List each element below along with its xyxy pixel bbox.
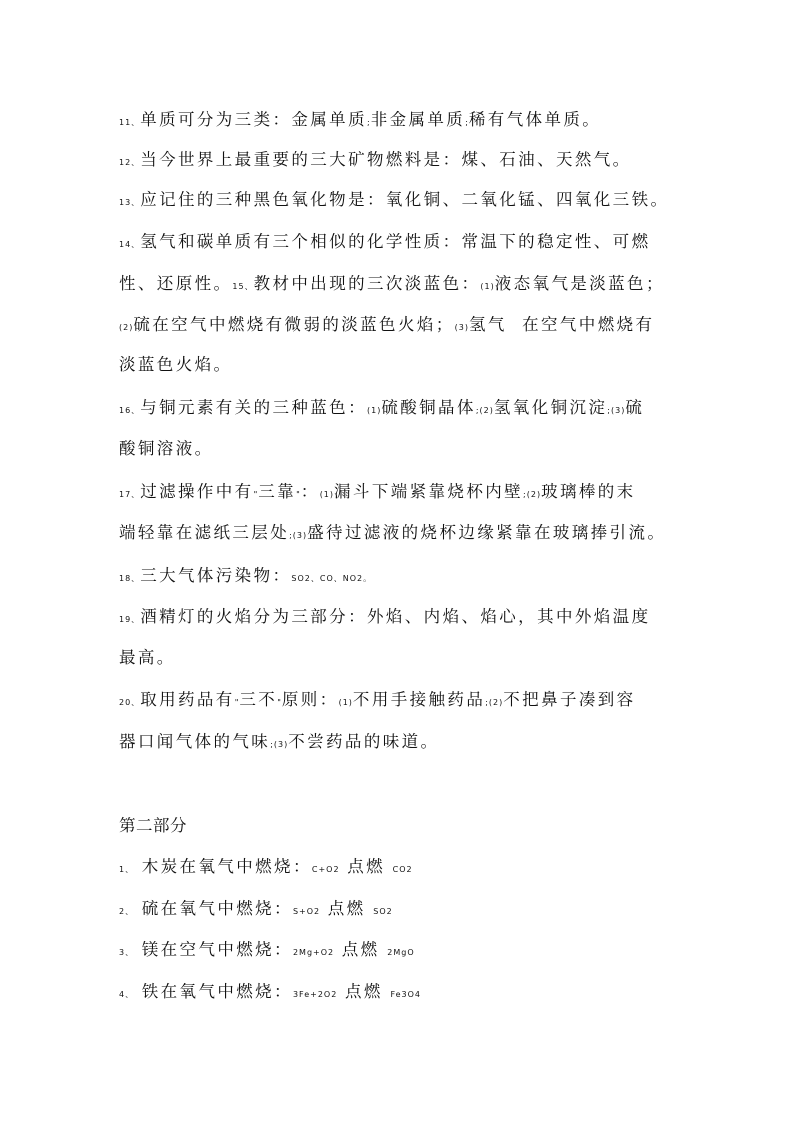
item-number: 13、 [119,198,141,207]
item-15-end [119,355,232,375]
item-text: 不尝药品的味道。 [288,732,440,751]
item-number: 14、 [119,240,141,249]
item-text: 取用药品有 [140,690,235,709]
formula: 2MgO [387,948,415,957]
item-number: 18、 [119,574,141,583]
sub-number: ;(2) [475,406,494,415]
item-text: 原则： [281,690,339,709]
item-text: 酸铜溶液。 [119,439,214,458]
item-16 [119,398,644,421]
item-19 [119,607,651,630]
item-text: 三大气体污染物： [140,566,292,585]
item-16-cont [119,439,214,459]
item-text: 氢气和碳单质有三个相似的化学性质：常温下的稳定性、可燃 [140,232,651,251]
reaction-3 [119,940,415,963]
item-text: 最高。 [119,648,176,667]
item-number: 20、 [119,698,141,707]
item-20-cont [119,732,439,755]
item-number: 17、 [119,490,141,499]
item-text: 端轻靠在滤纸三层处 [119,523,290,542]
item-text: 性、还原性。 [119,274,233,293]
item-text: 液态氧气是淡蓝色； [494,274,665,293]
item-text: 木炭在氧气中燃烧： [141,857,312,876]
item-number: 3、 [119,948,135,957]
condition-text: 点燃 [344,982,383,1001]
item-text: 硫在氧气中燃烧： [141,899,293,918]
reaction-1 [119,857,413,880]
item-text: 酒精灯的火焰分为三部分：外焰、内焰、焰心，其中外焰温度 [140,607,651,626]
item-number: 4、 [119,990,135,999]
item-text: 稀有气体单质。 [468,110,602,129]
item-text: 氢气 在空气中燃烧有 [469,315,655,334]
formula: 2Mg+O2 [292,948,335,957]
item-number: 16、 [119,406,141,415]
item-text: 硫在空气中燃烧有微弱的淡蓝色火焰； [133,315,455,334]
item-12 [119,150,632,173]
item-number: 2、 [119,907,135,916]
condition-text: 点燃 [347,857,386,876]
sub-number: ;(3) [289,531,308,540]
item-15-cont [119,315,654,338]
condition-text: 点燃 [341,940,380,959]
item-11 [119,110,601,133]
item-number: 12、 [119,158,141,167]
item-text: 硫 [625,398,645,417]
reaction-4 [119,982,421,1005]
sub-number: ;(2) [485,698,504,707]
item-text: 铁在氧气中燃烧： [141,982,293,1001]
item-text: 非金属单质 [370,110,466,129]
condition-text: 点燃 [327,899,366,918]
quote-mark: " [234,698,240,707]
item-text: 与铜元素有关的三种蓝色： [140,398,367,417]
item-number: 1、 [119,865,135,874]
item-text: 盛待过滤液的烧杯边缘紧靠在玻璃捧引流。 [307,523,667,542]
item-17 [119,482,636,505]
item-14 [119,232,651,255]
item-text: 镁在空气中燃烧： [141,940,293,959]
sub-number: ;(3) [607,406,626,415]
item-text: 不用手接触药品 [352,690,486,709]
item-text: 硫酸铜晶体 [381,398,476,417]
item-text: 单质可分为三类：金属单质 [140,110,367,129]
quote-mark: " [253,490,259,499]
sub-number: (3) [454,323,469,332]
item-text: 三不 [239,690,278,709]
item-text: 教材中出现的三次淡蓝色： [253,274,481,293]
item-number: 11、 [119,118,141,127]
formula: CO2 [392,865,413,874]
item-14-15 [119,274,665,297]
item-text: 不把鼻子凑到容 [503,690,636,709]
item-text: 过滤操作中有 [140,482,254,501]
item-13 [119,190,669,213]
item-text: 应记住的三种黑色氧化物是：氧化铜、二氧化锰、四氧化三铁。 [140,190,670,209]
sub-number: ;(2) [523,490,542,499]
section-heading [119,816,187,836]
section-title: 第二部分 [119,816,187,835]
item-20 [119,690,636,713]
item-text: 器口闻气体的气味 [119,732,271,751]
formula: 3Fe+2O2 [292,990,338,999]
formula: S+O2 [292,907,321,916]
item-19-cont [119,648,176,668]
item-text: 漏斗下端紧靠烧杯内壁 [334,482,524,501]
sub-number: (2) [119,323,134,332]
sub-number: (1) [319,490,335,499]
item-number: 19、 [119,615,141,624]
formula: SO2、CO、NO2。 [291,574,373,583]
item-text: 玻璃棒的末 [541,482,636,501]
item-18 [119,566,372,589]
sub-number: (1) [338,698,353,707]
item-text: 氢氧化铜沉淀 [493,398,608,417]
item-text: 淡蓝色火焰。 [119,355,233,374]
sub-number: ;(3) [270,740,289,749]
sub-number: (1) [367,406,382,415]
formula: SO2 [373,907,393,916]
reaction-2 [119,899,393,922]
item-text: ： [300,482,320,501]
formula: Fe3O4 [390,990,421,999]
separator: ; [367,118,371,127]
separator: ; [465,118,469,127]
quote-mark: " [296,490,301,499]
formula: C+O2 [311,865,340,874]
item-text: 当今世界上最重要的三大矿物燃料是：煤、石油、天然气。 [140,150,632,169]
sub-number: (1) [480,282,495,291]
item-17-cont [119,523,666,546]
item-text: 三靠 [258,482,297,501]
item-number: 15、 [232,282,254,291]
quote-mark: " [277,698,282,707]
